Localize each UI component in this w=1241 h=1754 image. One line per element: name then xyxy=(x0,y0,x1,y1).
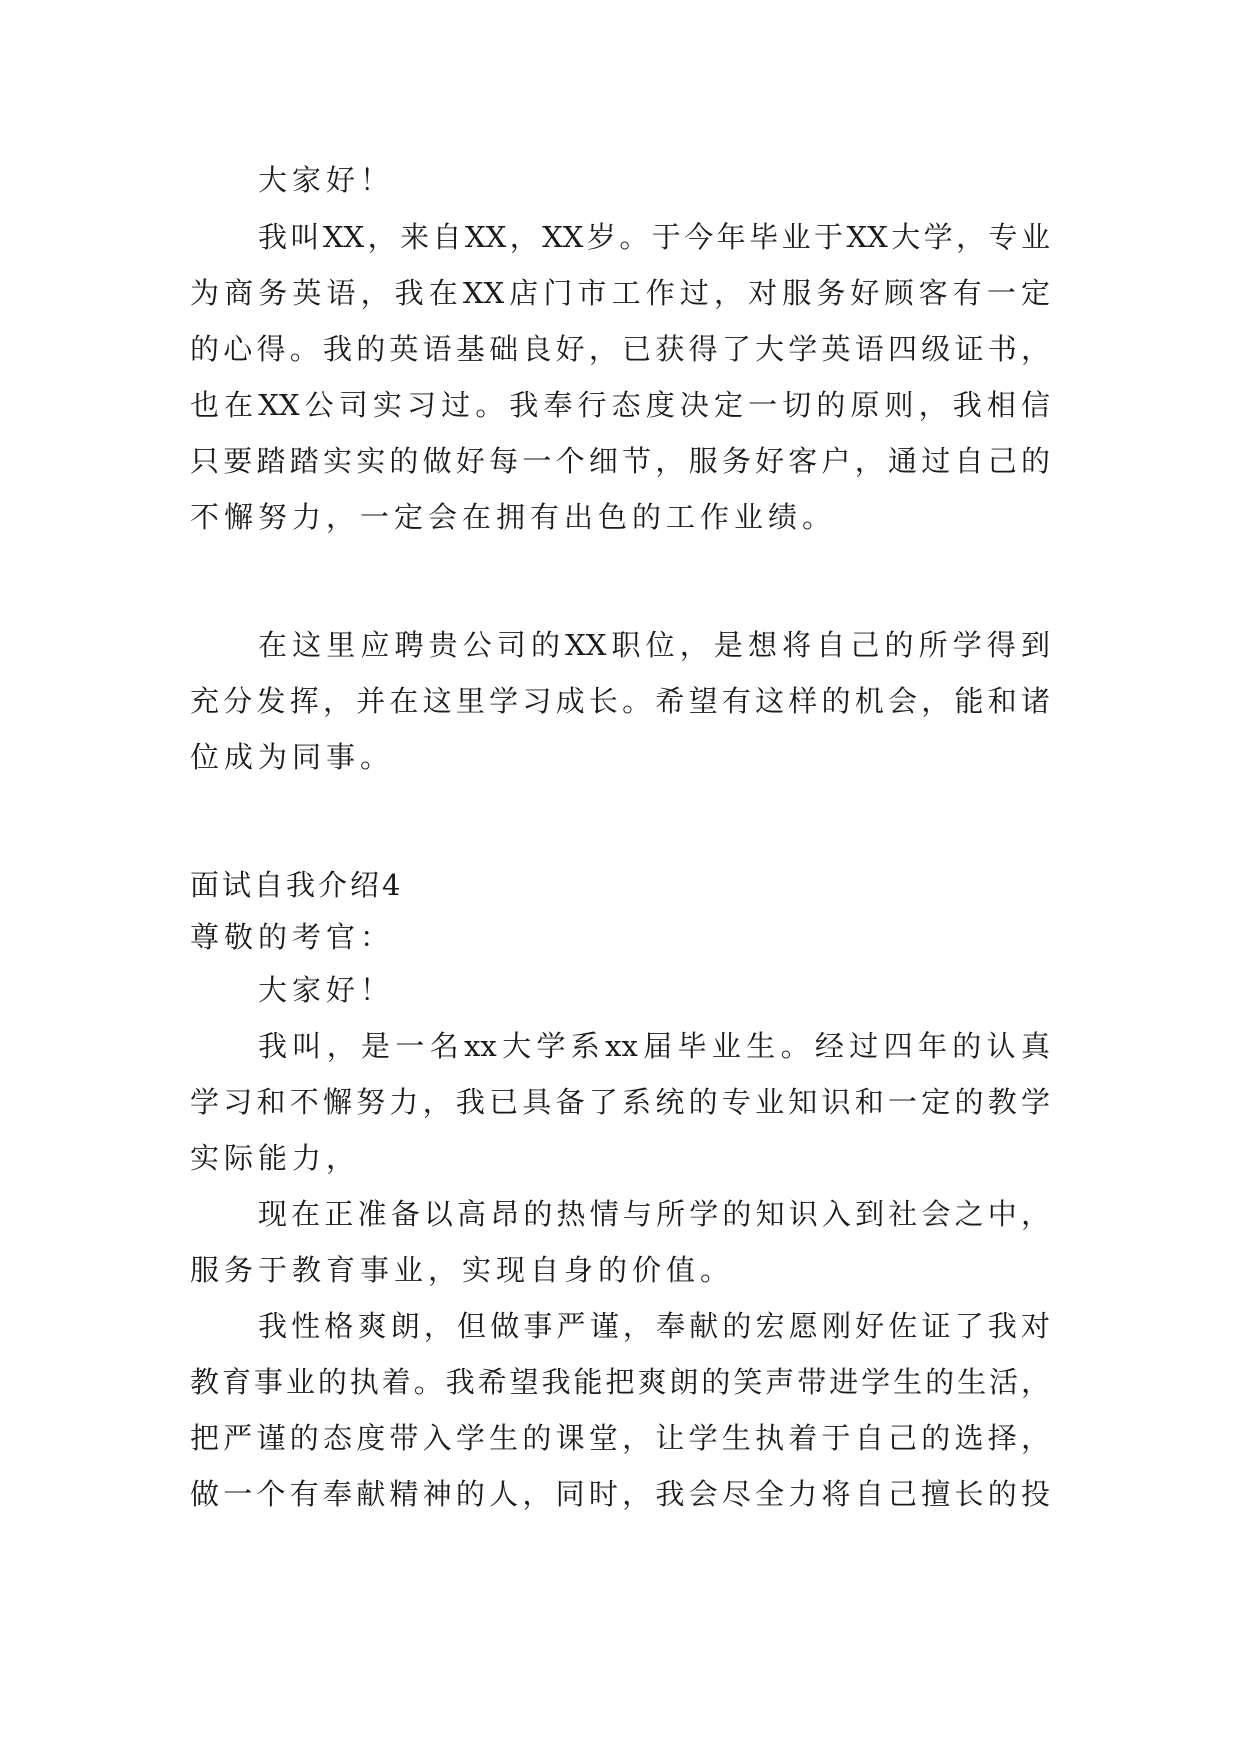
paragraph-line: 服务于教育事业，实现自身的价值。 xyxy=(190,1253,735,1287)
paragraph-line: 只要踏踏实实的做好每一个细节，服务好客户，通过自己的 xyxy=(190,444,1050,478)
paragraph-line: 不懈努力，一定会在拥有出色的工作业绩。 xyxy=(190,500,837,534)
paragraph-line: 现在正准备以高昂的热情与所学的知识入到社会之中， xyxy=(258,1197,1050,1231)
paragraph-line: 把严谨的态度带入学生的课堂，让学生执着于自己的选择， xyxy=(190,1421,1050,1455)
paragraph-line: 也在XX公司实习过。我奉行态度决定一切的原则，我相信 xyxy=(190,388,1050,422)
paragraph-line: 的心得。我的英语基础良好，已获得了大学英语四级证书， xyxy=(190,332,1050,366)
paragraph-line: 我性格爽朗，但做事严谨，奉献的宏愿刚好佐证了我对 xyxy=(258,1309,1050,1343)
paragraph-line: 我叫，是一名xx大学系xx届毕业生。经过四年的认真 xyxy=(258,1029,1050,1063)
paragraph-line: 在这里应聘贵公司的XX职位，是想将自己的所学得到 xyxy=(258,628,1050,662)
paragraph-line: 充分发挥，并在这里学习成长。希望有这样的机会，能和诸 xyxy=(190,684,1050,718)
paragraph-line: 我叫XX，来自XX，XX岁。于今年毕业于XX大学，专业 xyxy=(258,220,1050,254)
salutation: 尊敬的考官： xyxy=(190,920,395,954)
paragraph-line: 位成为同事。 xyxy=(190,740,395,774)
paragraph-line: 做一个有奉献精神的人，同时，我会尽全力将自己擅长的投 xyxy=(190,1477,1050,1511)
paragraph-line: 实际能力， xyxy=(190,1141,361,1175)
paragraph-line: 为商务英语，我在XX店门市工作过，对服务好顾客有一定 xyxy=(190,276,1050,310)
greeting: 大家好！ xyxy=(258,973,395,1007)
paragraph-line: 学习和不懈努力，我已具备了系统的专业知识和一定的教学 xyxy=(190,1085,1050,1119)
paragraph-line: 教育事业的执着。我希望我能把爽朗的笑声带进学生的生活， xyxy=(190,1365,1050,1399)
greeting: 大家好！ xyxy=(258,163,395,197)
section-title: 面试自我介绍4 xyxy=(190,868,404,902)
